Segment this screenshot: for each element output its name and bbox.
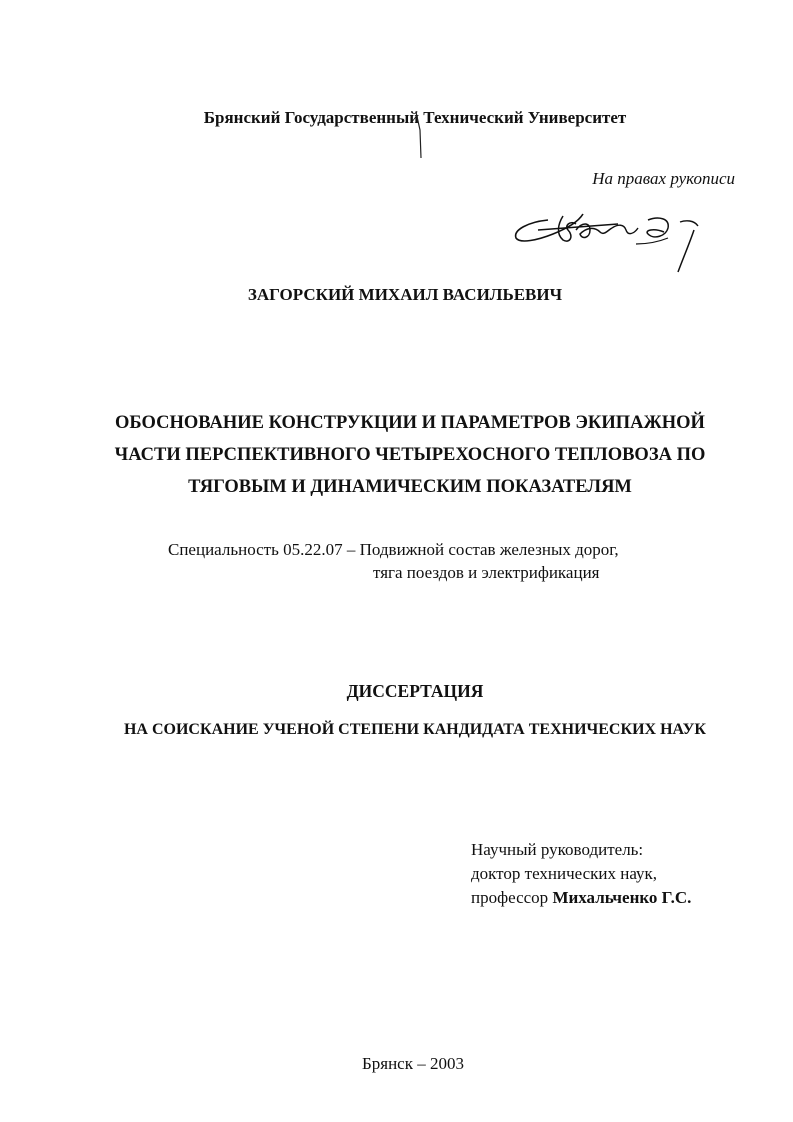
specialty-line-1: Специальность 05.22.07 – Подвижной состав железных дорог, <box>168 540 619 559</box>
author-name: ЗАГОРСКИЙ МИХАИЛ ВАСИЛЬЕВИЧ <box>247 285 563 304</box>
advisor-role: Научный руководитель: <box>471 840 644 859</box>
specialty-line-2: тяга поездов и электрификация <box>373 563 600 582</box>
manuscript-rights-note: На правах рукописи <box>592 169 735 188</box>
title-line: ОБОСНОВАНИЕ КОНСТРУКЦИИ И ПАРАМЕТРОВ ЭКИПАЖНОЙ <box>115 413 705 433</box>
dissertation-title <box>90 407 730 503</box>
advisor-position-line <box>471 886 691 910</box>
document-type: ДИССЕРТАЦИЯ <box>346 681 484 701</box>
title-line: ТЯГОВЫМ И ДИНАМИЧЕСКИМ ПОКАЗАТЕЛЯМ <box>188 477 632 497</box>
handwritten-signature-icon <box>508 200 728 280</box>
scientific-advisor-block <box>471 838 691 910</box>
advisor-position: профессор <box>471 888 549 907</box>
pen-stroke-mark <box>414 110 426 160</box>
title-line: ЧАСТИ ПЕРСПЕКТИВНОГО ЧЕТЫРЕХОСНОГО ТЕПЛОВОЗА ПО <box>114 445 706 465</box>
degree-statement: НА СОИСКАНИЕ УЧЕНОЙ СТЕПЕНИ КАНДИДАТА ТЕХНИЧЕСКИХ НАУК <box>123 721 707 738</box>
advisor-degree: доктор технических наук, <box>471 864 658 883</box>
university-name: Брянский Государственный Технический Университет <box>203 108 627 127</box>
advisor-name: Михальченко Г.С. <box>552 888 692 907</box>
city-year: Брянск – 2003 <box>362 1054 464 1073</box>
